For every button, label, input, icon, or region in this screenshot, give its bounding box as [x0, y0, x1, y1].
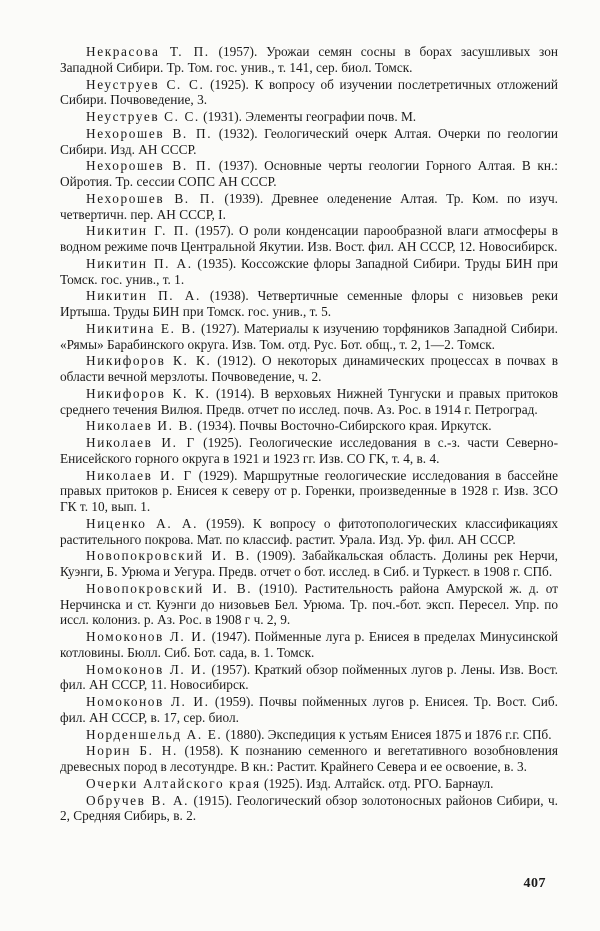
- bibliography-entry: [60, 418, 558, 434]
- entry-text: (1912). О некоторых динамических процессах в почвах в области вечной мерзлоты. Почвоведение, ч. 2.: [60, 353, 558, 384]
- entry-text: (1935). Коссожские флоры Западной Сибири. Труды БИН при Томск. гос. унив., т. 1.: [60, 255, 559, 287]
- entry-author: Номоконов Л. И.: [86, 661, 208, 677]
- bibliography-entry: [60, 793, 558, 825]
- entry-author: Очерки Алтайского края: [86, 775, 261, 791]
- bibliography-entry: [60, 109, 558, 125]
- entry-text: (1927). Материалы к изучению торфяников Западной Сибири. «Рямы» Барабинского округа. Изв. Том. отд. Рус. Бот. общ., т. 2, 1—2. Томск.: [60, 320, 558, 352]
- entry-text: (1932). Геологический очерк Алтая. Очерки по геологии Сибири. Изд. АН СССР.: [60, 125, 558, 157]
- entry-text: (1947). Пойменные луга р. Енисея в пределах Минусинской котловины. Бюлл. Сиб. Бот. сада, в. 1. Томск.: [60, 629, 558, 660]
- entry-text: (1937). Основные черты геологии Горного Алтая. В кн.: Ойротия. Тр. сессии СОПС АН СССР.: [60, 158, 558, 189]
- entry-author: Никитин П. А.: [86, 288, 201, 304]
- entry-author: Неуструев С. С.: [86, 76, 205, 92]
- entry-author: Николаев И. Г: [86, 467, 193, 483]
- entry-author: Николаев И. Г: [86, 435, 196, 450]
- entry-author: Никифоров К. К.: [86, 385, 211, 401]
- bibliography-entry: [60, 516, 558, 548]
- bibliography-entry: [60, 44, 558, 76]
- entry-author: Никифоров К. К.: [86, 353, 212, 369]
- entry-text: (1957). Краткий обзор пойменных лугов р. Лены. Изв. Вост. фил. АН СССР, 11. Новосибирск.: [60, 661, 558, 693]
- entry-text: (1934). Почвы Восточно-Сибирского края. Иркутск.: [193, 418, 492, 434]
- entry-author: Нехорошев В. П.: [86, 158, 213, 174]
- entry-text: (1939). Древнее оледенение Алтая. Тр. Ком. по изуч. четвертичн. пер. АН СССР, I.: [60, 190, 558, 222]
- bibliography-entry: [60, 776, 558, 792]
- bibliography-entry: [60, 435, 558, 467]
- bibliography-entry: [60, 548, 558, 580]
- entry-text: (1929). Маршрутные геологические исследования в бассейне правых притоков р. Енисея к северу от р. Горенки, произведенные в 1928 г. Изв. ЗСО ГК т. 10, вып. 1.: [60, 467, 558, 514]
- entry-author: Обручев В. А.: [86, 792, 190, 808]
- entry-text: (1957). О роли конденсации парообразной влаги атмосферы в водном режиме почв Центральной Якутии. Изв. Вост. фил. АН СССР, 12. Новосибирск.: [60, 223, 558, 254]
- entry-author: Некрасова Т. П.: [86, 44, 210, 59]
- bibliography-entry: [60, 386, 558, 418]
- entry-text: (1925). Геологические исследования в с.-з. части Северно-Енисейского горного округа в 1921 и 1923 гг. Изв. СО ГК, т. 4, в. 4.: [60, 435, 558, 466]
- entry-text: (1910). Растительность района Амурской ж. д. от Нерчинска и ст. Куэнги до низовьев Бел. Урюма. Тр. поч.-бот. эксп. Пересел. Упр. по иссл. колониз. р. Аз. Рос. в 1908 г ч. 2, 9.: [60, 580, 559, 628]
- entry-author: Новопокровский И. В.: [86, 548, 251, 564]
- entry-author: Нехорошев В. П.: [86, 190, 216, 206]
- bibliography-entry: [60, 727, 558, 743]
- entry-author: Николаев И. В.: [86, 418, 194, 434]
- bibliography-entry: [60, 321, 558, 353]
- entry-text: (1938). Четвертичные семенные флоры с низовьев реки Иртыша. Труды БИН при Томск. гос. унив., т. 5.: [60, 288, 559, 319]
- page-number: 407: [523, 876, 546, 891]
- bibliography-entry: [60, 581, 558, 628]
- entry-text: (1880). Экспедиция к устьям Енисея 1875 и 1876 г.г. СПб.: [222, 726, 552, 742]
- entry-author: Номоконов Л. И.: [86, 629, 208, 644]
- entry-author: Норденшельд А. Е.: [86, 726, 223, 742]
- bibliography-entry: [60, 191, 558, 223]
- bibliography-entry: [60, 158, 558, 190]
- bibliography-entry: [60, 629, 558, 661]
- entry-text: (1909). Забайкальская область. Долины рек Нерчи, Куэнги, Б. Урюма и Уегура. Предв. отчет о бот. исслед. в Сиб. и Туркест. в 1908 г. СПб.: [60, 548, 559, 579]
- entry-author: Нехорошев В. П.: [86, 125, 213, 141]
- bibliography-entry: [60, 126, 558, 158]
- entry-author: Норин Б. Н.: [86, 743, 178, 759]
- bibliography-entry: [60, 256, 558, 288]
- bibliography-entry: [60, 77, 558, 109]
- bibliography-entry: [60, 353, 558, 385]
- entry-author: Ниценко А. А.: [86, 515, 199, 531]
- entry-author: Новопокровский И. В.: [86, 580, 253, 596]
- bibliography-entry: [60, 468, 558, 515]
- entry-text: (1914). В верховьях Нижней Тунгуски и правых притоков среднего течения Вилюя. Предв. отчет по исслед. почв. Аз. Рос. в 1914 г. Петроград.: [60, 385, 558, 417]
- entry-text: (1957). Урожаи семян сосны в борах засушливых зон Западной Сибири. Тр. Том. гос. унив., т. 141, сер. биол. Томск.: [60, 44, 558, 75]
- bibliography-entry: [60, 662, 558, 694]
- entry-text: (1915). Геологический обзор золотоносных районов Сибири, ч. 2, Средняя Сибирь, в. 2.: [60, 792, 558, 824]
- entry-text: (1925). К вопросу об изучении послетретичных отложений Сибири. Почвоведение, 3.: [60, 76, 558, 108]
- bibliography-entry: [60, 743, 558, 775]
- entry-author: Никитина Е. В.: [86, 320, 197, 336]
- entry-text: (1959). К вопросу о фитотопологических классификациях растительного покрова. Мат. по классиф. растит. Урала. Изд. Ур. фил. АН СССР.: [60, 515, 558, 547]
- entry-text: (1931). Элементы географии почв. М.: [199, 109, 417, 124]
- bibliography-list: [60, 44, 558, 824]
- entry-text: (1959). Почвы пойменных лугов р. Енисея. Тр. Вост. Сиб. фил. АН СССР, в. 17, сер. биол.: [60, 694, 558, 725]
- entry-author: Номоконов Л. И.: [86, 694, 210, 709]
- entry-author: Неуструев С. С.: [86, 109, 200, 124]
- entry-text: (1925). Изд. Алтайск. отд. РГО. Барнаул.: [260, 775, 494, 791]
- entry-author: Никитин П. А.: [86, 255, 193, 271]
- entry-author: Никитин Г. П.: [86, 223, 190, 239]
- bibliography-entry: [60, 288, 558, 320]
- bibliography-entry: [60, 694, 558, 726]
- bibliography-entry: [60, 223, 558, 255]
- entry-text: (1958). К познанию семенного и вегетативного возобновления древесных пород в лесотундре. В кн.: Растит. Крайнего Севера и ее освоение, в. 3.: [60, 743, 558, 774]
